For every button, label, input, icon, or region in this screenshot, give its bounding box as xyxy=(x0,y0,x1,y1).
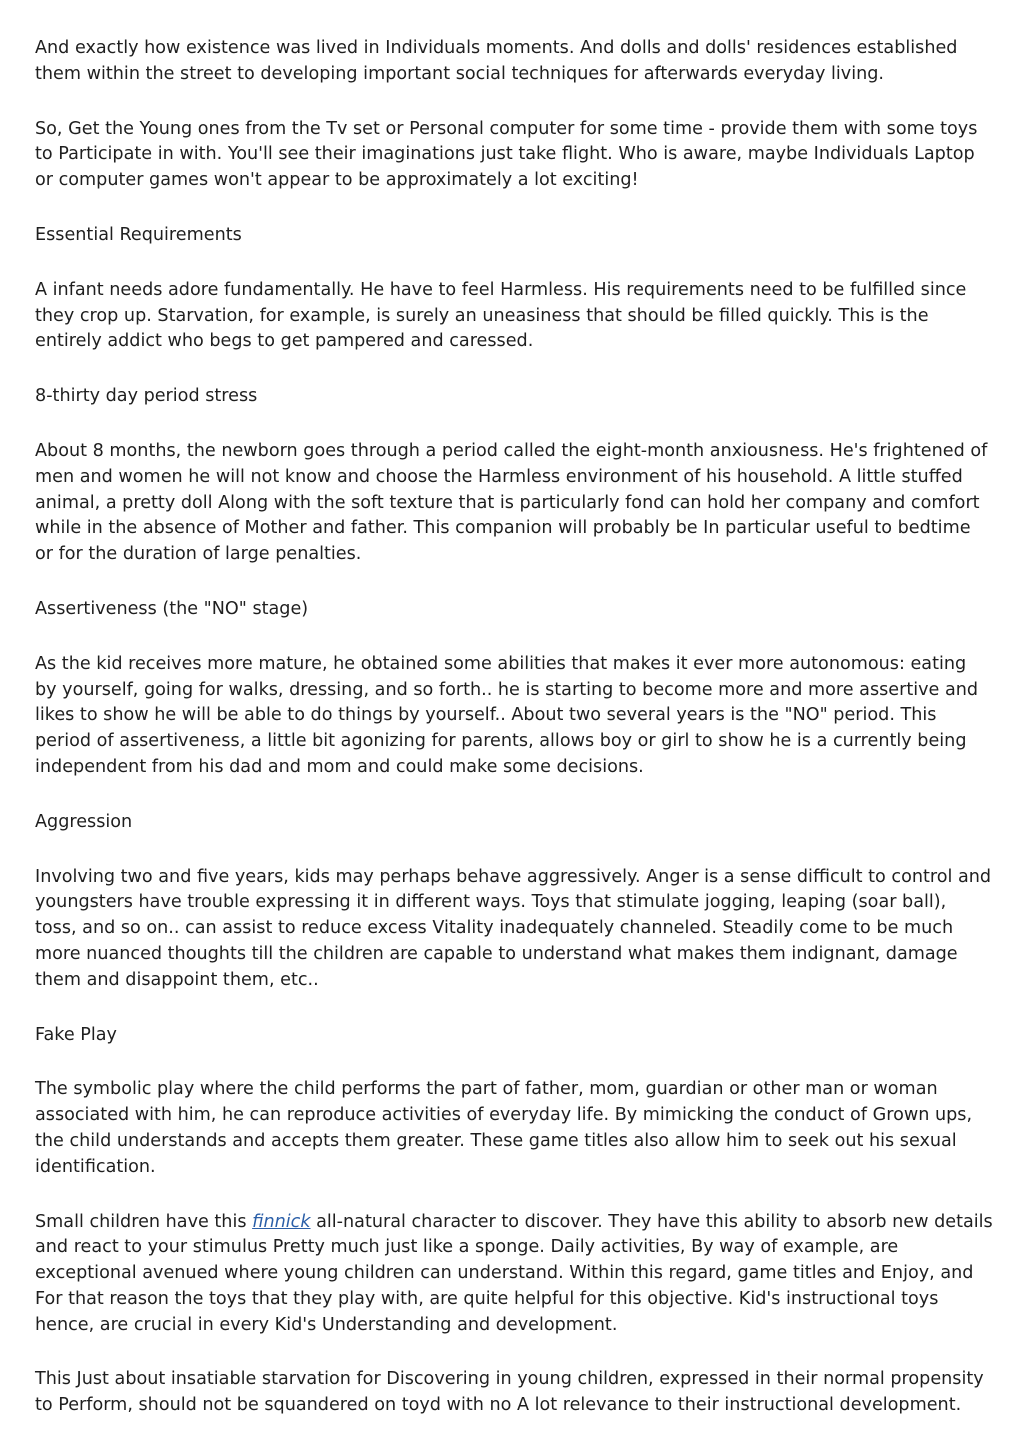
paragraph: Involving two and five years, kids may perhaps behave aggressively. Anger is a sense difficult to control and youngsters have trouble expressing it in different ways. Toys that stimulate jogging, leaping (soar ball), toss, and so on.. can assist to reduce excess Vitality inadequately channeled. Steadily come to be much more nuanced thoughts till the children are capable to understand what makes them indignant, damage them and disappoint them, etc.. xyxy=(35,866,992,990)
section-heading: Essential Requirements xyxy=(35,224,242,245)
link-paragraph-before: Small children have this xyxy=(35,1211,253,1232)
paragraph: And exactly how existence was lived in Individuals moments. And dolls and dolls' residences established them within the street to developing important social techniques for afterwards everyday living. xyxy=(35,38,958,84)
paragraph: About 8 months, the newborn goes through a period called the eight-month anxiousness. He's frightened of men and women he will not know and choose the Harmless environment of his household. A little stuffed animal, a pretty doll Along with the soft texture that is particularly fond can hold her company and comfort while in the absence of Mother and father. This companion will probably be In particular useful to bedtime or for the duration of large penalties. xyxy=(35,440,988,565)
paragraph: As the kid receives more mature, he obtained some abilities that makes it ever more autonomous: eating by yourself, going for walks, dressing, and so forth.. he is starting to become more and more assertive and likes to show he will be able to do things by yourself.. About two several years is the "NO" period. This period of assertiveness, a little bit agonizing for parents, allows boy or girl to show he is a currently being independent from his dad and mom and could make some decisions. xyxy=(35,653,979,777)
paragraph: The symbolic play where the child performs the part of father, mom, guardian or other man or woman associated with him, he can reproduce activities of everyday life. By mimicking the conduct of Grown ups, the child understands and accepts them greater. These game titles also allow him to seek out his sexual identification. xyxy=(35,1079,973,1177)
paragraph: This Just about insatiable starvation for Discovering in young children, expressed in their normal propensity to Perform, should not be squandered on toyd with no A lot relevance to their instructional development. xyxy=(35,1369,984,1416)
finnick-link[interactable]: finnick xyxy=(252,1211,311,1232)
paragraph: So, Get the Young ones from the Tv set or Personal computer for some time - provide them with some toys to Participate in with. You'll see their imaginations just take flight. Who is aware, maybe Individuals Laptop or computer games won't appear to be approximately a lot exciting! xyxy=(35,118,978,191)
paragraph: A infant needs adore fundamentally. He have to feel Harmless. His requirements need to be fulfilled since they crop up. Starvation, for example, is surely an uneasiness that should be filled quickly. This is the entirely addict who begs to get pampered and caressed. xyxy=(35,279,967,352)
section-heading: Assertiveness (the "NO" stage) xyxy=(35,598,309,619)
paragraph-with-link xyxy=(35,1210,993,1339)
document-body xyxy=(35,36,993,1448)
section-heading: Aggression xyxy=(35,811,133,832)
section-heading: Fake Play xyxy=(35,1024,117,1045)
section-heading: 8-thirty day period stress xyxy=(35,386,258,407)
link-paragraph-after: all-natural character to discover. They have this ability to absorb new details and react to your stimulus Pretty much just like a sponge. Daily activities, By way of example, are exceptional avenued where young children can understand. Within this regard, game titles and Enjoy, and For that reason the toys that they play with, are quite helpful for this objective. Kid's instructional toys hence, are crucial in every Kid's Understanding and development. xyxy=(35,1211,993,1335)
